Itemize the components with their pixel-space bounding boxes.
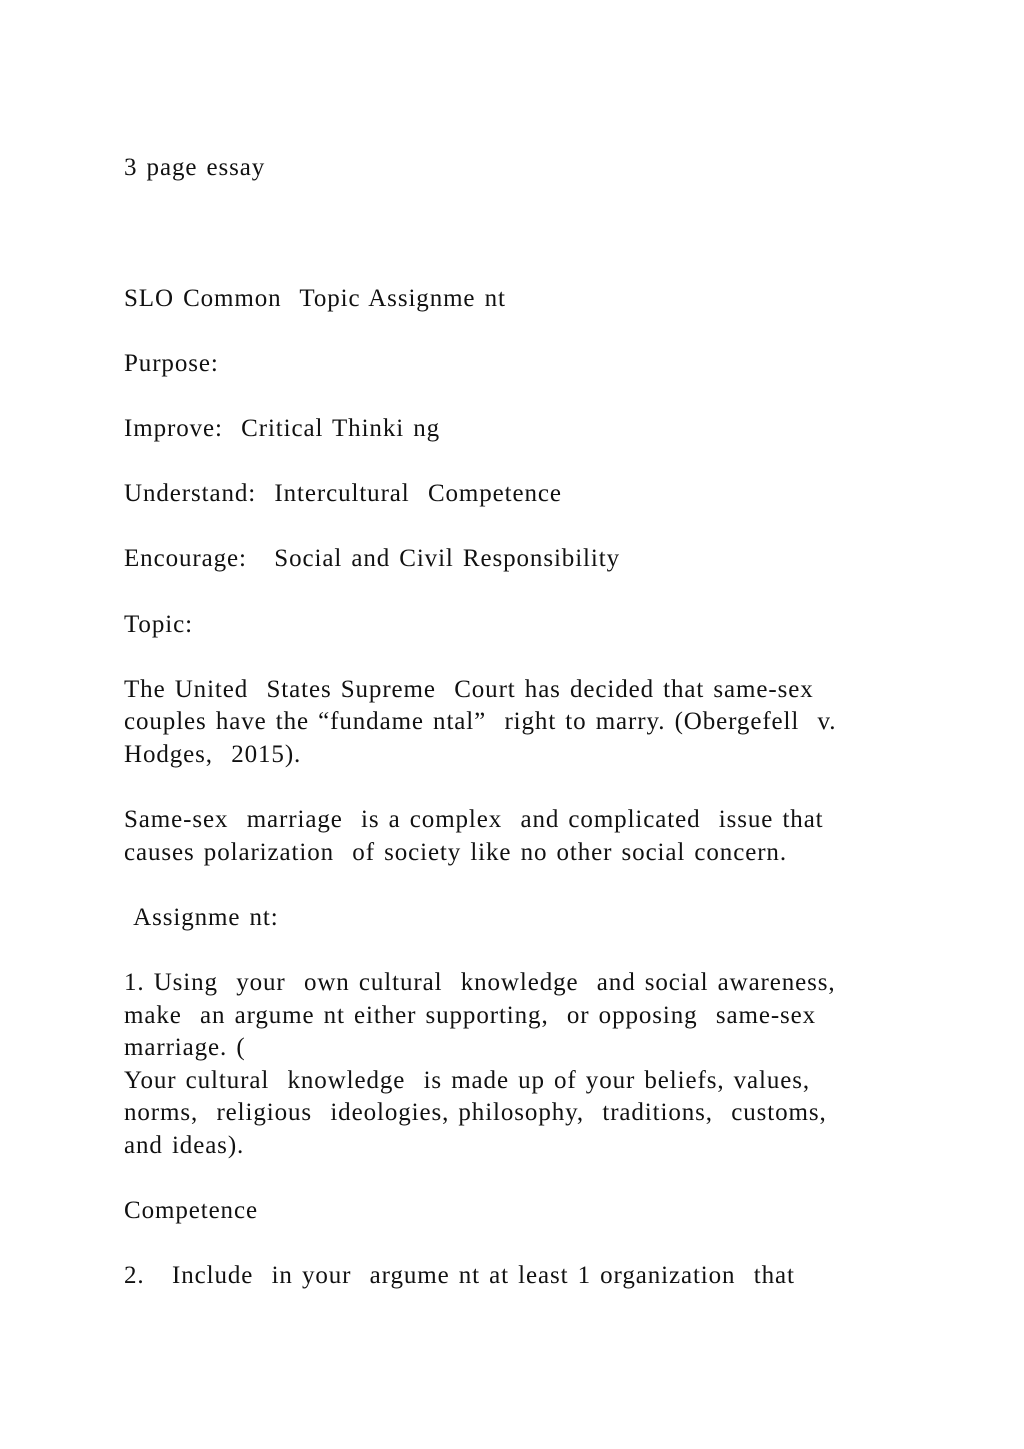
topic-paragraph-2: Same-sex marriage is a complex and complicated issue that causes polarization of society like no other social concern. [124,806,824,866]
document-body [124,152,904,1293]
essay-length-note: 3 page essay [124,154,266,181]
assignment-title: SLO Common Topic Assignme nt [124,284,506,312]
competence-heading: Competence [124,1197,258,1225]
purpose-encourage: Encourage: Social and Civil Responsibility [124,545,620,573]
assignment-heading: Assignme nt: [124,903,279,931]
purpose-heading: Purpose: [124,349,219,377]
assignment-item-2: 2. Include in your argume nt at least 1 organization that [124,1262,795,1290]
purpose-improve: Improve: Critical Thinki ng [124,414,441,442]
assignment-item-1: 1. Using your own cultural knowledge and social awareness, make an argume nt either supporting, or opposing same-sex marriage. ( Your cultural knowledge is made up of your beliefs, values, norms, religious ideologies, philosophy, traditions, customs, and ideas). [124,969,836,1160]
purpose-understand: Understand: Intercultural Competence [124,480,562,508]
topic-heading: Topic: [124,610,193,638]
topic-paragraph-1: The United States Supreme Court has decided that same-sex couples have the “fundame ntal” right to marry. (Obergefell v. Hodges, 2015). [124,675,837,768]
